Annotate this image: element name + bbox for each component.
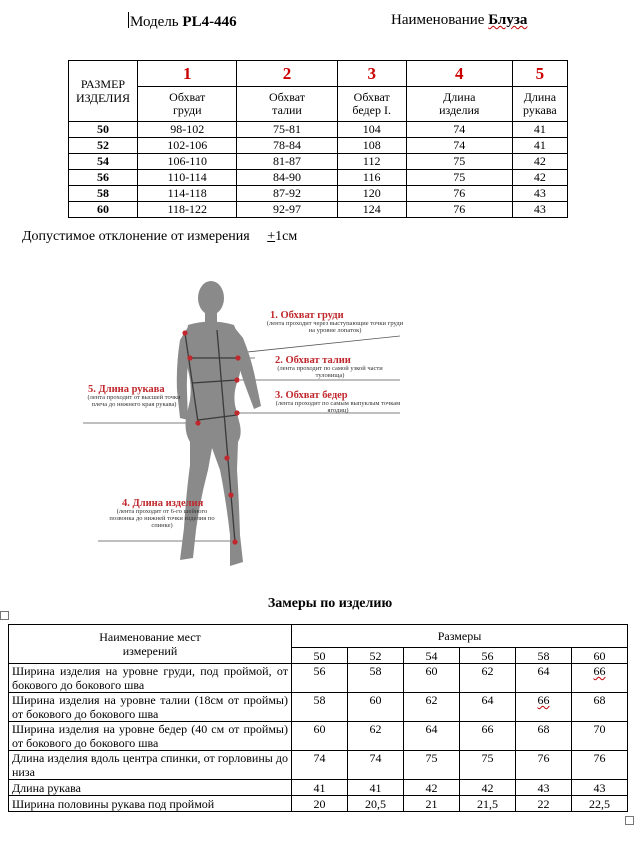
value-cell: 102-106 — [138, 138, 237, 154]
measure-value: 41 — [292, 780, 348, 796]
sizes-header: Размеры — [292, 625, 628, 648]
measure-value: 21 — [404, 796, 460, 812]
measure-value: 42 — [404, 780, 460, 796]
measure-value: 21,5 — [460, 796, 516, 812]
measurements-title: Замеры по изделию — [267, 596, 393, 611]
size-table — [68, 60, 568, 218]
column-label: Длина изделия — [406, 87, 512, 122]
measure-name: Ширина изделия на уровне талии (18см от проймы) от бокового до бокового шва — [9, 693, 292, 722]
name-label: Наименование — [391, 12, 485, 28]
measure-value: 62 — [460, 664, 516, 693]
label-sleeve-title: 5. Длина рукава — [88, 384, 165, 395]
value-cell: 112 — [337, 154, 406, 170]
label-sleeve-note: (лента проходит от высшей точки плеча до нижнего края рукава) — [87, 394, 181, 408]
measurements-table — [8, 624, 628, 812]
size-header-cell: 52 — [348, 648, 404, 664]
label-hips-note-box — [268, 400, 408, 416]
measure-value: 74 — [292, 751, 348, 780]
measure-value: 66 — [516, 693, 572, 722]
table-row — [9, 780, 628, 796]
size-cell: 58 — [69, 186, 138, 202]
measure-name: Ширина изделия на уровне бедер (40 см от проймы) от бокового до бокового шва — [9, 722, 292, 751]
name-line — [391, 12, 527, 29]
label-waist-title: 2. Обхват талии — [275, 355, 351, 366]
measure-value: 60 — [348, 693, 404, 722]
size-cell: 54 — [69, 154, 138, 170]
measure-value: 60 — [292, 722, 348, 751]
size-cell: 50 — [69, 122, 138, 138]
value-cell: 41 — [512, 122, 567, 138]
size-cell: 60 — [69, 202, 138, 218]
table-row — [69, 154, 568, 170]
size-row-header: РАЗМЕР ИЗДЕЛИЯ — [69, 61, 138, 122]
label-hips-title: 3. Обхват бедер — [275, 390, 348, 401]
size-header-cell: 50 — [292, 648, 348, 664]
label-chest-note-box — [265, 320, 405, 342]
measure-value: 60 — [404, 664, 460, 693]
tolerance-text: Допустимое отклонение от измерения — [22, 229, 250, 244]
measure-value: 66 — [572, 664, 628, 693]
size-cell: 52 — [69, 138, 138, 154]
value-cell: 120 — [337, 186, 406, 202]
table-row — [9, 751, 628, 780]
value-cell: 81-87 — [237, 154, 337, 170]
column-label: Обхват бедер I. — [337, 87, 406, 122]
column-label: Обхват талии — [237, 87, 337, 122]
measure-value: 62 — [404, 693, 460, 722]
text-cursor — [128, 12, 129, 28]
label-waist-note: (лента проходит по самой узкой части туловища) — [277, 365, 383, 379]
value-cell: 76 — [406, 186, 512, 202]
name-value: Блуза — [488, 12, 528, 28]
size-header-cell: 56 — [460, 648, 516, 664]
value-cell: 110-114 — [138, 170, 237, 186]
measure-value: 58 — [348, 664, 404, 693]
measurement-figure — [80, 270, 410, 575]
column-number: 3 — [337, 61, 406, 87]
value-cell: 74 — [406, 122, 512, 138]
table-move-handle[interactable] — [0, 611, 9, 620]
measure-value: 20 — [292, 796, 348, 812]
value-cell: 76 — [406, 202, 512, 218]
column-number: 1 — [138, 61, 237, 87]
label-chest-title: 1. Обхват груди — [270, 310, 344, 321]
column-label: Обхват груди — [138, 87, 237, 122]
value-cell: 118-122 — [138, 202, 237, 218]
measure-name: Ширина изделия на уровне груди, под проймой, от бокового до бокового шва — [9, 664, 292, 693]
plus-minus-symbol: + — [267, 229, 276, 244]
measure-value: 22,5 — [572, 796, 628, 812]
model-value: PL4-446 — [182, 14, 237, 30]
column-number: 2 — [237, 61, 337, 87]
value-cell: 87-92 — [237, 186, 337, 202]
value-cell: 78-84 — [237, 138, 337, 154]
value-cell: 98-102 — [138, 122, 237, 138]
measure-value: 64 — [516, 664, 572, 693]
value-cell: 42 — [512, 154, 567, 170]
measure-value: 20,5 — [348, 796, 404, 812]
measure-value: 70 — [572, 722, 628, 751]
value-cell: 124 — [337, 202, 406, 218]
table-row — [9, 693, 628, 722]
column-number: 5 — [512, 61, 567, 87]
name-header: Наименование мест измерений — [9, 625, 292, 664]
value-cell: 116 — [337, 170, 406, 186]
model-line — [128, 12, 237, 31]
size-header-cell: 54 — [404, 648, 460, 664]
value-cell: 43 — [512, 202, 567, 218]
measure-value: 64 — [404, 722, 460, 751]
table-row — [69, 186, 568, 202]
value-cell: 106-110 — [138, 154, 237, 170]
measure-value: 42 — [460, 780, 516, 796]
measure-value: 68 — [572, 693, 628, 722]
label-hips-note: (лента проходит по самым выпуклым точкам ягодиц) — [275, 400, 401, 414]
measure-value: 66 — [460, 722, 516, 751]
measure-value: 68 — [516, 722, 572, 751]
measure-value: 43 — [516, 780, 572, 796]
value-cell: 104 — [337, 122, 406, 138]
label-length-title: 4. Длина изделия — [122, 498, 204, 509]
value-cell: 41 — [512, 138, 567, 154]
size-cell: 56 — [69, 170, 138, 186]
measure-value: 43 — [572, 780, 628, 796]
measure-value: 75 — [404, 751, 460, 780]
table-resize-handle[interactable] — [625, 816, 634, 825]
table-row — [9, 796, 628, 812]
measure-value: 22 — [516, 796, 572, 812]
size-header-cell: 60 — [572, 648, 628, 664]
value-cell: 108 — [337, 138, 406, 154]
measure-value: 62 — [348, 722, 404, 751]
measure-value: 58 — [292, 693, 348, 722]
measure-value: 64 — [460, 693, 516, 722]
value-cell: 92-97 — [237, 202, 337, 218]
column-number: 4 — [406, 61, 512, 87]
value-cell: 75 — [406, 154, 512, 170]
table-row — [69, 138, 568, 154]
label-length-note-box — [106, 508, 218, 540]
measure-value: 74 — [348, 751, 404, 780]
label-length-note: (лента проходит от 6-го шейного позвонка до нижней точки изделия по спинке) — [109, 508, 215, 529]
value-cell: 43 — [512, 186, 567, 202]
measure-name: Длина рукава — [9, 780, 292, 796]
value-cell: 74 — [406, 138, 512, 154]
table-row — [9, 664, 628, 693]
value-cell: 42 — [512, 170, 567, 186]
value-cell: 75-81 — [237, 122, 337, 138]
value-cell: 114-118 — [138, 186, 237, 202]
measure-value: 41 — [348, 780, 404, 796]
table-row — [69, 202, 568, 218]
table-row — [69, 170, 568, 186]
size-header-cell: 58 — [516, 648, 572, 664]
measure-value: 76 — [516, 751, 572, 780]
label-waist-note-box — [270, 365, 390, 381]
measure-value: 76 — [572, 751, 628, 780]
label-sleeve-note-box — [84, 394, 184, 424]
label-chest-note: (лента проходит через выступающие точки груди на уровне лопаток) — [266, 320, 404, 334]
tolerance-line — [22, 229, 297, 245]
tolerance-value: 1см — [275, 229, 298, 244]
model-label: Модель — [130, 14, 179, 30]
table-row — [69, 122, 568, 138]
value-cell: 84-90 — [237, 170, 337, 186]
measure-value: 75 — [460, 751, 516, 780]
table-row — [9, 722, 628, 751]
measure-value: 56 — [292, 664, 348, 693]
value-cell: 75 — [406, 170, 512, 186]
column-label: Длина рукава — [512, 87, 567, 122]
measure-name: Ширина половины рукава под проймой — [9, 796, 292, 812]
measure-name: Длина изделия вдоль центра спинки, от горловины до низа — [9, 751, 292, 780]
